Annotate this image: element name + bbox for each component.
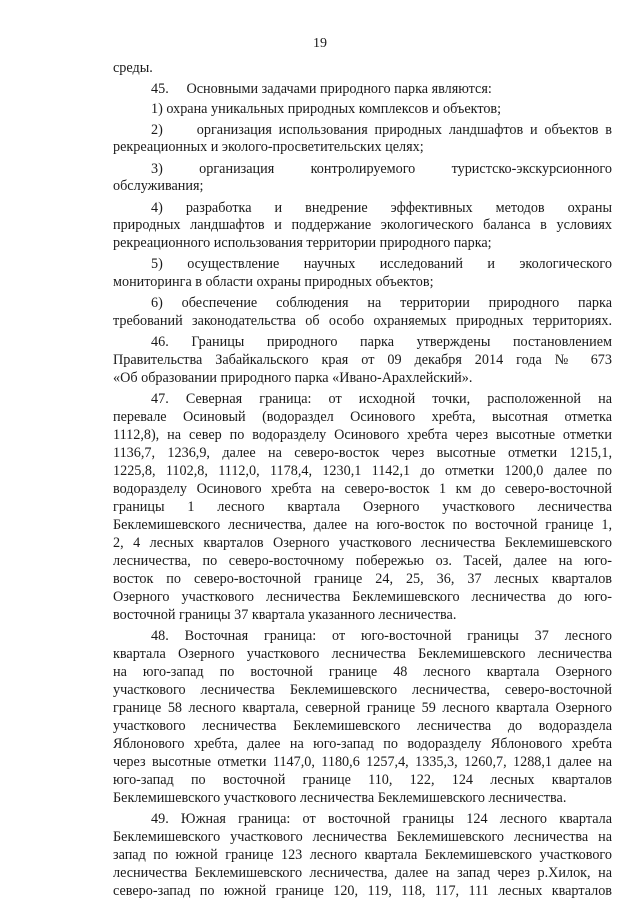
text-line: северо-запад по южной границе 120, 119, 118, 117, 111 лесных кварталов [113,883,612,899]
text-line: 1) охрана уникальных природных комплексов и объектов; [151,101,502,117]
text-line: 3) организация контролируемого туристско-экскурсионного [151,161,612,177]
text-line: 2) организация использования природных ландшафтов и объектов в [151,122,612,138]
text-line: природных ландшафтов и поддержание экологического баланса в условиях [113,217,612,233]
text-line: Беклемишевского участкового лесничества Беклемишевского лесничества. [113,790,567,806]
text-line: участкового лесничества Беклемишевского лесничества до водораздела [113,718,612,734]
text-line: 1225,8, 1102,8, 1112,0, 1178,4, 1230,1 1142,1 до отметки 1200,0 далее по [113,463,612,479]
text-line: 45. Основными задачами природного парка являются: [151,81,492,97]
text-line: 2, 4 лесных кварталов Озерного участкового лесничества Беклемишевского [113,535,612,551]
text-line: Правительства Забайкальского края от 09 декабря 2014 года № 673 [113,352,612,368]
text-line: восток по северо-восточной границе 24, 25, 36, 37 лесных кварталов [113,571,612,587]
text-line: 1136,7, 1236,9, далее на северо-восток через высотные отметки 1215,1, [113,445,612,461]
text-line: перевале Осиновый (водораздел Осинового хребта, высотная отметка [113,409,612,425]
text-line: 4) разработка и внедрение эффективных методов охраны [151,200,612,216]
text-line: «Об образовании природного парка «Ивано-Арахлейский». [113,370,473,386]
text-line: Беклемишевского участкового лесничества Беклемишевского лесничества на [113,829,612,845]
text-line: 6) обеспечение соблюдения на территории природного парка [151,295,612,311]
text-line: 1112,8), на север по водоразделу Осинового хребта через высотные отметки [113,427,612,443]
text-line: 47. Северная граница: от исходной точки, расположенной на [151,391,612,407]
text-line: 46. Границы природного парка утверждены постановлением [151,334,612,350]
text-line: лесничества Беклемишевского лесничества, далее на запад через р.Хилок, на [113,865,612,881]
text-line: Озерного участкового лесничества Беклемишевского лесничества до юго- [113,589,612,605]
text-line: рекреационного использования территории природного парка; [113,235,492,251]
text-line: Яблонового хребта, далее на юго-запад по водоразделу Яблонового хребта [113,736,612,752]
text-line: рекреационных и эколого-просветительских целях; [113,139,424,155]
text-line: границе 58 лесного квартала, северной границе 59 лесного квартала Озерного [113,700,612,716]
text-line: 49. Южная граница: от восточной границы 124 лесного квартала [151,811,612,827]
text-line: участкового лесничества Беклемишевского лесничества, северо-восточной [113,682,612,698]
text-line: лесничества, по северо-восточному побережью оз. Тасей, далее на юго- [113,553,612,569]
text-line: требований законодательства об особо охраняемых природных территориях. [113,313,612,329]
text-line: Беклемишевского лесничества, далее на юго-восток по восточной границе 1, [113,517,612,533]
text-line: границы 1 лесного квартала Озерного участкового лесничества [113,499,612,515]
page-number: 19 [313,36,327,51]
text-line: юго-запад по восточной границе 110, 122, 124 лесных кварталов [113,772,612,788]
text-line: запад по южной границе 123 лесного квартала Беклемишевского участкового [113,847,612,863]
text-line: квартала Озерного участкового лесничества Беклемишевского лесничества [113,646,612,662]
text-line: через высотные отметки 1147,0, 1180,6 1257,4, 1335,3, 1260,7, 1288,1 далее на [113,754,612,770]
text-line: среды. [113,60,153,76]
text-line: водоразделу Осинового хребта на северо-восток 1 км до северо-восточной [113,481,612,497]
text-line: восточной границы 37 квартала указанного лесничества. [113,607,457,623]
text-line: 48. Восточная граница: от юго-восточной границы 37 лесного [151,628,612,644]
text-line: мониторинга в области охраны природных объектов; [113,274,434,290]
text-line: обслуживания; [113,178,204,194]
text-line: на юго-запад по восточной границе 48 лесного квартала Озерного [113,664,612,680]
text-line: 5) осуществление научных исследований и экологического [151,256,612,272]
